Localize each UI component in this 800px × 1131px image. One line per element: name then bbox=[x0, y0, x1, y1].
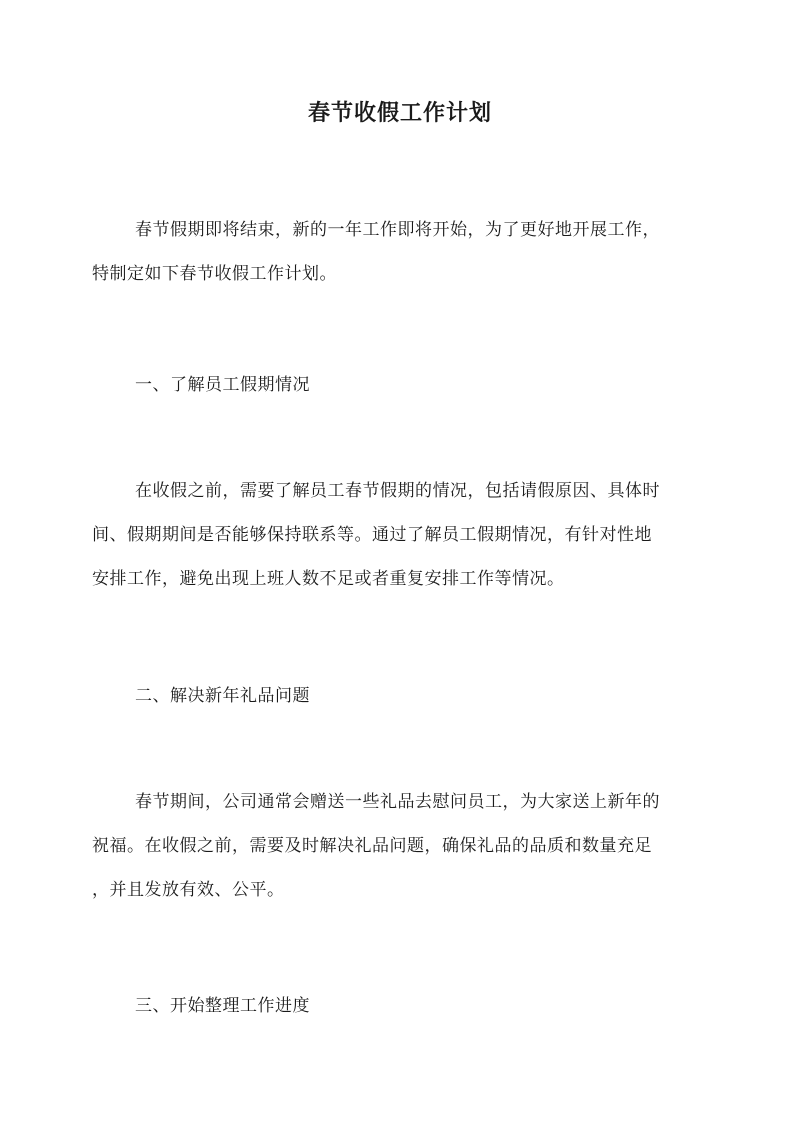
section-heading-2: 二、解决新年礼品问题 bbox=[135, 686, 310, 706]
paragraph-line: 祝福。在收假之前，需要及时解决礼品问题，确保礼品的品质和数量充足 bbox=[92, 836, 652, 856]
paragraph-line: 特制定如下春节收假工作计划。 bbox=[92, 264, 337, 284]
document-title: 春节收假工作计划 bbox=[307, 100, 492, 126]
section-heading-1: 一、了解员工假期情况 bbox=[135, 375, 310, 395]
intro-paragraph bbox=[92, 208, 712, 296]
section-paragraph-1 bbox=[92, 469, 712, 601]
section-heading-3: 三、开始整理工作进度 bbox=[135, 996, 310, 1016]
paragraph-line: 间、假期期间是否能够保持联系等。通过了解员工假期情况，有针对性地 bbox=[92, 525, 652, 545]
paragraph-line: 春节期间，公司通常会赠送一些礼品去慰问员工，为大家送上新年的 bbox=[135, 792, 660, 812]
paragraph-line: 在收假之前，需要了解员工春节假期的情况，包括请假原因、具体时 bbox=[135, 481, 660, 501]
section-paragraph-2 bbox=[92, 780, 712, 912]
paragraph-line: ，并且发放有效、公平。 bbox=[92, 880, 285, 900]
paragraph-line: 安排工作，避免出现上班人数不足或者重复安排工作等情况。 bbox=[92, 569, 565, 589]
paragraph-line: 春节假期即将结束，新的一年工作即将开始，为了更好地开展工作， bbox=[135, 220, 660, 240]
